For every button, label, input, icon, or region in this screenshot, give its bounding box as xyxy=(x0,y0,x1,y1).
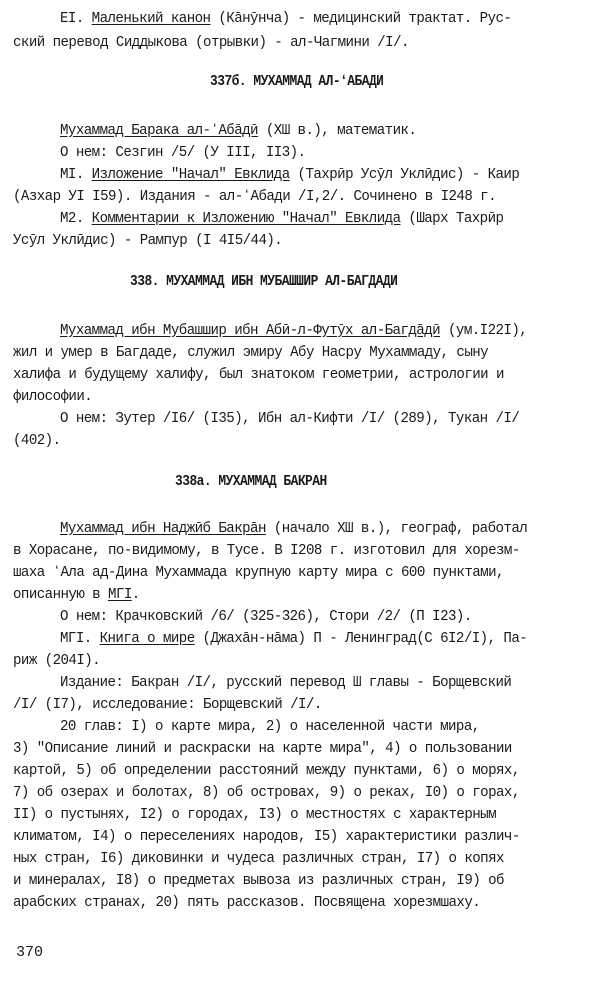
bio-line: философии. xyxy=(13,387,93,405)
work-number: M2. xyxy=(60,209,92,227)
entry-e1-line1 xyxy=(60,8,511,28)
work-text: (Шарх Тахрӣр xyxy=(400,209,504,227)
page-number: 370 xyxy=(16,944,44,961)
author-name: Мухаммад ибн Наджӣб Бакрāн xyxy=(60,519,266,537)
author-line xyxy=(60,120,416,140)
bio-line: жил и умер в Багдаде, служил эмиру Абу Насру Мухаммаду, сыну xyxy=(13,343,489,361)
author-line xyxy=(60,518,527,538)
work-m1-line1 xyxy=(60,164,519,184)
entry-title: Маленький канон xyxy=(91,9,211,27)
author-name: Мухаммад Барака ал-ʻАбāдӣ xyxy=(60,121,258,139)
chapters-line: картой, 5) об определении расстояний между пунктами, 6) о морях, xyxy=(13,761,520,779)
about-line: О нем: Сезгин /5/ (У III, II3). xyxy=(60,143,306,161)
work-mg1-line2: риж (204I). xyxy=(13,651,101,669)
chapters-line: 3) "Описание линий и раскраски на карте мира", 4) о пользовании xyxy=(13,739,512,757)
work-number: MI. xyxy=(60,165,92,183)
entry-e1-line2: ский перевод Сиддыкова (отрывки) - ал-Чагмини /I/. xyxy=(13,33,409,51)
bio-line xyxy=(13,584,140,604)
work-m2-line2: Усӯл Уклӣдис) - Рампур (I 4I5/44). xyxy=(13,231,283,249)
author-name: Мухаммад ибн Мубашшир ибн Абӣ-л-Футӯх ал-Багдāдӣ xyxy=(60,321,441,339)
author-desc: (XШ в.), математик. xyxy=(257,121,417,139)
section-heading-337b: 337б. МУХАММАД АЛ-ʻАБАДИ xyxy=(210,73,384,90)
about-line: О нем: Зутер /I6/ (I35), Ибн ал-Кифти /I/ (289), Тукан /I/ xyxy=(60,409,520,427)
edition-line: Издание: Бакран /I/, русский перевод Ш главы - Борщевский xyxy=(60,673,512,691)
work-number: МГI. xyxy=(60,629,100,647)
author-desc: (начало XШ в.), географ, работал xyxy=(265,519,528,537)
chapters-line: арабских странах, 20) пять рассказов. Посвящена хорезмшаху. xyxy=(13,893,481,911)
section-heading-338: 338. МУХАММАД ИБН МУБАШШИР АЛ-БАГДАДИ xyxy=(130,273,398,290)
chapters-line: II) о пустынях, I2) о городах, I3) о местностях с характерным xyxy=(13,805,497,823)
work-text: (Тахрӣр Усӯл Уклӣдис) - Каир xyxy=(289,165,520,183)
bio-line: в Хорасане, по-видимому, в Тусе. В I208 г. изготовил для хорезм- xyxy=(13,541,520,559)
chapters-line: ных стран, I6) диковинки и чудеса различных стран, I7) о копях xyxy=(13,849,504,867)
about-line: (402). xyxy=(13,431,61,449)
work-title: Изложение "Начал" Евклида xyxy=(91,165,290,183)
author-line xyxy=(60,320,527,340)
entry-number: EI. xyxy=(60,9,92,27)
bio-line: шаха ʻАла ад-Дина Мухаммада крупную карту мира с 600 пунктами, xyxy=(13,563,504,581)
chapters-line: и минералах, I8) о предметах вывоза из различных стран, I9) об xyxy=(13,871,504,889)
work-text: (Джахāн-нāма) П - Ленинград(С 6I2/I), Па- xyxy=(194,629,528,647)
chapters-line: климатом, I4) о переселениях народов, I5) характеристики различ- xyxy=(13,827,520,845)
chapters-line: 7) об озерах и болотах, 8) об островах, 9) о реках, I0) о горах, xyxy=(13,783,520,801)
work-m1-line2: (Азхар УI I59). Издания - ал-ʻАбади /I,2/. Сочинено в I248 г. xyxy=(13,187,497,205)
about-line: О нем: Крачковский /6/ (325-326), Стори /2/ (П I23). xyxy=(60,607,472,625)
chapters-line: 20 глав: I) о карте мира, 2) о населенной части мира, xyxy=(60,717,480,735)
bio-text: описанную в xyxy=(13,585,109,603)
bio-text: . xyxy=(131,585,140,603)
bio-line: халифа и будущему халифу, был знатоком геометрии, астрологии и xyxy=(13,365,504,383)
entry-text: (Кāнӯнча) - медицинский трактат. Рус- xyxy=(210,9,512,27)
work-title: Книга о мире xyxy=(99,629,195,647)
author-desc: (ум.I22I), xyxy=(440,321,528,339)
work-m2-line1 xyxy=(60,208,503,228)
work-mg1-line1 xyxy=(60,628,527,648)
work-reference: МГI xyxy=(108,585,132,603)
work-title: Комментарии к Изложению "Начал" Евклида xyxy=(91,209,401,227)
edition-line: /I/ (I7), исследование: Борщевский /I/. xyxy=(13,695,322,713)
section-heading-338a: 338а. МУХАММАД БАКРАН xyxy=(175,473,327,490)
